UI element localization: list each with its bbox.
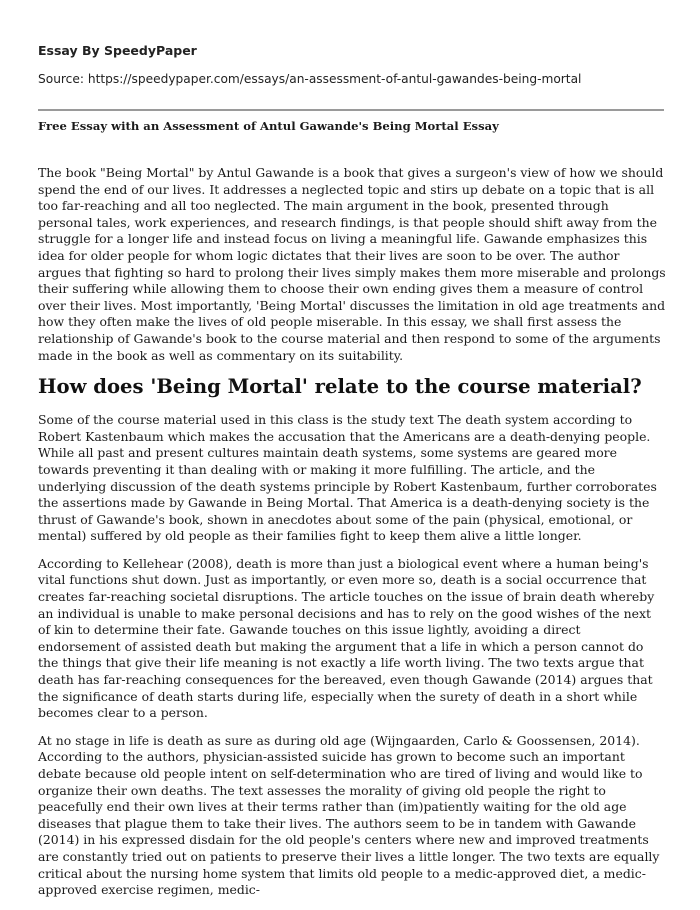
header-divider [38, 109, 664, 111]
site-title: Essay By SpeedyPaper [38, 43, 197, 58]
section-heading: How does 'Being Mortal' relate to the course material? [38, 375, 642, 399]
body-paragraph: According to Kellehear (2008), death is more than just a biological event where a human being's vital functions shut down. Just as importantly, or even more so, death is a social occurrence that creates far-reaching societal disruptions. The article touches on the issue of brain death whereby an individual is unable to make personal decisions and has to rely on the good wishes of the next of kin to determine their fate. Gawande touches on this issue lightly, avoiding a direct endorsement of assisted death but making the argument that a life in which a person cannot do the things that give their life meaning is not exactly a life worth living. The two texts argue that death has far-reaching consequences for the bereaved, even though Gawande (2014) argues that the significance of death starts during life, especially when the surety of death in a short while becomes clear to a person. [38, 555, 655, 721]
essay-title: Free Essay with an Assessment of Antul Gawande's Being Mortal Essay [38, 119, 499, 133]
body-paragraph: Some of the course material used in this class is the study text The death system according to Robert Kastenbaum which makes the accusation that the Americans are a death-denying people. While all past and present cultures maintain death systems, some systems are geared more towards preventing it than dealing with or making it more fulfilling. The article, and the underlying discussion of the death systems principle by Robert Kastenbaum, further corroborates the assertions made by Gawande in Being Mortal. That America is a death-denying society is the thrust of Gawande's book, shown in anecdotes about some of the pain (physical, emotional, or mental) suffered by old people as their families fight to keep them alive a little longer. [38, 412, 657, 544]
body-paragraph: At no stage in life is death as sure as during old age (Wijngaarden, Carlo & Goossensen, 2014). According to the authors, physician-assisted suicide has grown to become such an important debate because old people intent on self-determination who are tired of living and would like to organize their own deaths. The text assesses the morality of giving old people the right to peacefully end their own lives at their terms rather than (im)patiently waiting for the old age diseases that plague them to take their lives. The authors seem to be in tandem with Gawande (2014) in his expressed disdain for the old people's centers where new and improved treatments are constantly tried out on patients to preserve their lives a little longer. The two texts are equally critical about the nursing home system that limits old people to a medic-approved diet, a medic-approved exercise regimen, medic- [38, 732, 660, 898]
intro-paragraph: The book "Being Mortal" by Antul Gawande is a book that gives a surgeon's view of how we should spend the end of our lives. It addresses a neglected topic and stirs up debate on a topic that is all too far-reaching and all too neglected. The main argument in the book, presented through personal tales, work experiences, and research findings, is that people should shift away from the struggle for a longer life and instead focus on living a meaningful life. Gawande emphasizes this idea for older people for whom logic dictates that their lives are soon to be over. The author argues that fighting so hard to prolong their lives simply makes them more miserable and prolongs their suffering while allowing them to choose their own ending gives them a measure of control over their lives. Most importantly, 'Being Mortal' discusses the limitation in old age treatments and how they often make the lives of old people miserable. In this essay, we shall first assess the relationship of Gawande's book to the course material and then respond to some of the arguments made in the book as well as commentary on its suitability. [38, 165, 666, 363]
source-url: Source: https://speedypaper.com/essays/an-assessment-of-antul-gawandes-being-mortal [38, 72, 582, 86]
essay-body [38, 165, 666, 910]
